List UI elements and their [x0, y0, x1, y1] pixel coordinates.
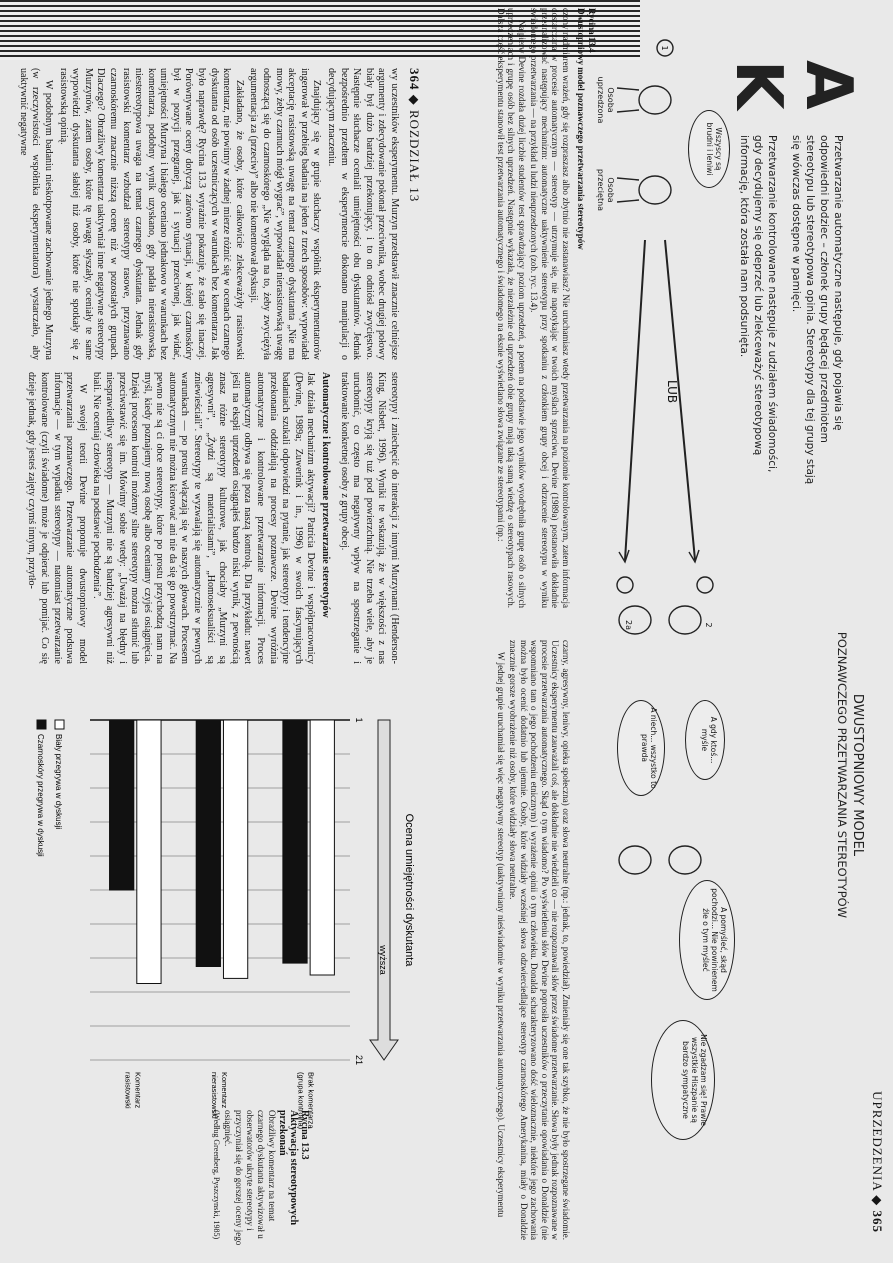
person-head-icon [669, 846, 701, 874]
figure-title-1: DWUSTOPNIOWY MODEL [850, 693, 865, 857]
right-running-head [869, 1091, 885, 1233]
bar-black-1 [196, 720, 220, 967]
average-person-label: Osoba przeciętna [596, 168, 615, 212]
right-col2-para-2: W jednej grupie uruchamiał się więc negatywny stereotyp (uaktywniany nieświadomie w wyniku przetwarzania automatycznego). Uczestnicy eksperymentu [496, 652, 506, 1218]
right-col1-para-2: Najpierw Devine rozdała dużej liczbie studentów test sprawdzający poziom uprzedzeń, a potem na podstawie jego wyników wyodrębniła grupę osób o silnych uprzedzeniach i grupę osób bez silnych uprzedzeń. Następnie wykazała, że niezależnie od uprzedzeń obie grupy mają taką samą wiedzę o stereotypach rasowych. Dalsza część eksperymentu stanowił test przetwarzania automatycznego i świadomego na eksnie wyświetlano słowa związane ze stereotypami (np.: [496, 8, 527, 608]
left-page [0, 60, 430, 1263]
line-k1: Przetwarzanie kontrolowane następuje z udziałem świadomości, [766, 135, 778, 473]
figure-13-3 [0, 680, 430, 1260]
speech-bubble-4: A pomyśleć, skąd pochodzi... Nie powinienem źle o tym myśleć [679, 880, 735, 1000]
left-col1-para-1: wy uczestników eksperymentu. Murzyn przedstawił znacznie celniejsze argumenty i zdecydowanie pokonał przeciwnika, wobec drugiej połowy biały był dużo bardziej przekonujący, i to on odniósł zwycięstwo. Następnie słuchacze oceniali umiejętności obu dyskutantów. Jednak bezpośrednio przedtem w eksperymencie dokonano manipulacji o decydującym znaczeniu. [326, 68, 400, 360]
figure-13-4 [596, 40, 865, 1240]
speech-bubble-3: A niech... wszystko to prawda [617, 700, 665, 796]
circle-1-label: 1 [660, 45, 669, 51]
legend-label: Czarnoskóry przegrywa w dyskusji [36, 734, 45, 857]
left-col1-para-4: W podobnym badaniu nieskotpowane zachowanie jednego Murzyna (w rzeczywistości współnika eksperymentatora) wystarczało, aby uaktywnić negatywne [17, 68, 54, 360]
left-col2-para-1: stereotypy i zniechęcić do interakcji z innymi Murzynami (Henderson-King, Nisbett, 1996). Wyniki te wskazują, że w większości z nas stereotypy kryją się tuż pod powierzchnią. Nie trzeba wiele, aby je uruchomić, co często ma negatywny wpływ na spostrzeganie i traktowanie konkretnej osoby z grupy obcej. [338, 372, 400, 664]
left-col2-para-3: W swojej teorii Devine proponuje dwustopniowy model przetwarzania poznawczego. Przetwarzanie automatyczne podsuwa informacje — w tym wypadku stereotypy — natomiast przetwarzanie kontrolowane (czyli świadome) może je odpierać lub pomijać. Co się dzieje jednak, gdy jesteś zajęty czymś innym, przytło- [26, 372, 88, 664]
chart-title: Ocena umiejętności dyskutanta [403, 813, 415, 967]
left-column-2 [23, 372, 400, 664]
right-column-1 [494, 8, 572, 608]
fig134-title: Rycina 13.4 [587, 8, 597, 53]
category-label: Brak komentarza [306, 1072, 316, 1129]
caption-title: Rycina 13.3 [299, 1110, 310, 1160]
line-a2: odpowiedni bodziec – członek grupy będącej przedmiotem [818, 135, 830, 443]
or-label: LUB [665, 380, 679, 404]
legend-swatch [37, 720, 46, 729]
right-column-2 [494, 640, 572, 1240]
speech-bubble-5: Nie zgadzam się! Prawie wszystkie Hiszpanie są bardzo sympatyczne [651, 1020, 715, 1140]
figure-title-2: POZNAWCZEGO PRZETWARZANIA STEREOTYPÓW [835, 631, 849, 919]
person-head-icon [639, 86, 671, 114]
line-a1: Przetwarzanie automatyczne następuje, gdy pojawia się [832, 135, 844, 431]
left-running-head [406, 68, 422, 202]
left-column-1 [14, 68, 400, 360]
right-head-bullet: ◆ [870, 1195, 885, 1207]
caption-source: (Według Greenberg, Pyszczynski, 1985) [212, 1110, 221, 1240]
figure-13-3-chart [10, 680, 420, 1130]
bar-white-1 [223, 720, 247, 978]
left-head-bullet: ◆ [407, 94, 422, 106]
person-head-icon [639, 176, 671, 204]
bar-black-2 [110, 720, 134, 890]
left-col1-para-3: Zakładano, że osoby, które całkowicie zlekceważyły rasistowski komentarz, nie powinny w żadnej mierze różnić się w ocenach czarnego dyskutanta od osób uczestniczących w warunkach bez komentarza. Jak było naprawdę? Rycina 13.3 wyraźnie pokazuje, że stało się inaczej. Porównywane oceny dotyczą zarówno sytuacji, w której czarnoskóry był w pozycji przegranej, jak i sytuacji przeciwnej, jak widać, umiejętności Murzyna i białego oceniano jednakowo w warunkach bez komentarza, podobny wynik uzyskano, gdy padała nierasistowska, niestereotypowa uwaga na temat czarnego dyskutanta. Jednak gdy rasistowski komentarz wzbudzał stereotypy rasowe, przyznawano czarnoskóremu znacznie niższą ocenę niż w pozostałych grupach. Dlaczego? Obraźliwy komentarz uaktywniał inne negatywne stereotypy Murzynów, zatem osoby, które tę uwagę słyszały, oceniały te same wypowiedzi dyskutanta słabiej niż osoby, które nie spotkały się z rasistowską opinią. [57, 68, 245, 360]
left-col2-para-2: Jak działa mechanizm aktywacji? Patricia Devine i współpracownicy (Devine, 1989a; Zuwerink i in., 1996) w swoich fascynujących badaniach szukali odpowiedzi na pytanie, jak stereotypy i tendencyjne przekonania oddziałują na procesy poznawcze. Devine wyróżnia automatyczne i kontrolowane przetwarzanie informacji. Proces automatyczny odbywa się poza naszą kontrolą. Dla przykładu: nawet jeśli na ekspłi uprzedzeń osiągnąłeś bardzo niski wynik, z pewnością znasz różne stereotypy kulturowe, jak chociaby „Murzyni są agresywni”, „Żydzi są materialistami”, „Homoseksualiści są zniewieściali”. Stereotypy te wyzwalają się automatycznie w pewnych warunkach — po prostu włączają się w naszych głowach. Procesem automatycznym nie można kierować ani nie da się go powstrzymać. Na pewno nie są ci obce stereotypy, które po prostu przychodzą nam na myśl, kiedy poznajemy nową osobę albo oceniamy czyjeś osiągnięcia. Dzięki procesom kontroli możemy silne stereotypy można stłumić lub przeciwstawić się im. Mówimy sobie wtedy: „Uważaj na błędny i niesprawiedliwy stereotyp — Murzyni nie są bardziej agresywni niż biali. Nie oceniaj człowieka na podstawie pochodzenia”. [91, 372, 317, 664]
arrow-label: wyższa [378, 945, 388, 975]
bar-white-0 [310, 720, 334, 975]
right-section-title: UPRZEDZENIA [870, 1091, 885, 1191]
category-label: rasistowski [123, 1072, 133, 1109]
category-label: (grupa kontrolna) [296, 1072, 306, 1130]
line-a3: stereotypu lub stereotypowa opinia. Stereotypy dla tej grupy stają [804, 135, 816, 485]
bar-white-2 [137, 720, 161, 984]
arrow-line-icon [625, 240, 645, 560]
legend-label: Biały przegrywa w dyskusji [54, 734, 63, 830]
figure-13-4-caption [575, 8, 597, 428]
category-label: nierasistowski [210, 1072, 219, 1119]
speech-bubble-1: Wszyscy są brudni i leniwi [688, 110, 730, 188]
speech-bubble-2: A gdy ktoś... myśle [685, 700, 725, 780]
line-k3: informację, która została nam podsunięta. [738, 135, 750, 358]
big-letter-a: A [791, 60, 865, 110]
figure-13-3-caption [211, 1110, 310, 1250]
left-col2-heading: Automatyczne i kontrolowane przetwarzanie stereotypów [320, 372, 332, 618]
category-label: Komentarz [220, 1072, 229, 1109]
big-letter-k: K [721, 60, 795, 110]
left-page-number: 364 [407, 68, 422, 91]
caption-subtitle: Aktywacja stereotypowych przekonań [277, 1110, 299, 1226]
axis-min-label: 1 [354, 717, 364, 723]
circle-2-label: 2 [704, 622, 713, 628]
right-page [463, 0, 893, 1263]
category-label: Komentarz [133, 1072, 143, 1109]
caption-text: Obraźliwy komentarz na temat czarnego dyskutanta aktywizował u obserwatorów ukryte stereotypy i przyczyniał się do gorszej oceny jego osiągnięć. [223, 1110, 277, 1246]
right-col2-para-1: czarny, agresywny, leniwy, opieka społeczna) oraz słowa neutralne (np.: jednak, to, powiedział). Zmieniały się one tak szybko, że nie było spostrzegane świadomie. Uczestnicy eksperymentu zauważali coś, ale dokładnie nie wiedzieli co — nie rozpoznawali słów przez świadome przetwarzanie. Słowa były jednak rozpoznawane w procesie przetwarzania automatycznego. Skąd o tym wiadomo? Po wyświetleniu słów Devine poprosiła uczestników o przeczytanie opowiadania o Donaldzie (nie wspomniano tam o jego pochodzeniu etnicznym) i wyrażenie opinii o tym człowieku. Donalda scharakteryzowano dość wieloznacznie, niektóre jego zachowania można było ocenić dodatnio lub ujemnie. Osoby, które widziały wcześniej słowa odzwierciedlające stereotyp czarnoskórego Amerykanina, miały o Donaldzie znacznie gorsze wyobrażenie niż osoby, które widziały słowa neutralne. [508, 640, 571, 1240]
fig134-subtitle: Dwustopniowy model poznawczego przetwarzania stereotypów [576, 8, 586, 250]
circle-2a-label: 2a [624, 620, 633, 630]
bar-black-0 [283, 720, 307, 963]
legend-swatch [55, 720, 64, 729]
left-col1-para-2: Znajdujący się w grupie słuchaczy współnik eksperymentatorów ingerował w przebieg badania na jeden z trzech sposobów: wypowiadał akceptację rasistowską uwagę na temat czarnego dyskutanta „Nie ma mowy, żeby czarnuch mógł wygrać”, wypowiadał nierasistowską uwagę odnoszącą się do czarnoskórego „Nie wygląda na to, żeby zwyciężyła argumentacja za (przeciw)” albo nie komentował dyskusji. [248, 68, 323, 360]
left-section-title: ROZDZIAŁ 13 [407, 110, 422, 203]
step-circle-icon [697, 577, 713, 593]
line-a4: się wówczas dostępne w pamięci. [790, 135, 802, 313]
line-k2: gdy decydujemy się odeprzeć lub zlekceważyć stereotypową [752, 135, 764, 456]
axis-max-label: 21 [354, 1054, 364, 1066]
prejudiced-person-label: Osoba uprzedzona [596, 76, 615, 124]
higher-arrow-icon [370, 720, 398, 1060]
person-head-icon [619, 846, 651, 874]
right-col1-para-1: czony nadmiarem wrażeń, gdy się rozpraszasz albo zbytnio nie zastanawiasz? Nie uruchamiasz wtedy przetwarzania na poziomie kontrolowanym, zatem informacja dostarczana w procesie automatycznym — stereotyp — utrzymuje się, nie napotykając w twoich myślach sprzeciwu. Devine (1989a) postanowiła dokładnie przeanalizować następujący mechanizm: automatyczne uaktywnienie stereotypu przy spotkaniu z członkiem grupy obcej i odrzucenie stereotypu w wyniku świadomego przetwarzania — na przykład u ludzi nieuprzedzonych (zob. ryc. 13.4). [529, 8, 571, 608]
person-head-icon [669, 606, 701, 634]
step-circle-icon [617, 577, 633, 593]
right-page-number: 365 [870, 1210, 885, 1233]
